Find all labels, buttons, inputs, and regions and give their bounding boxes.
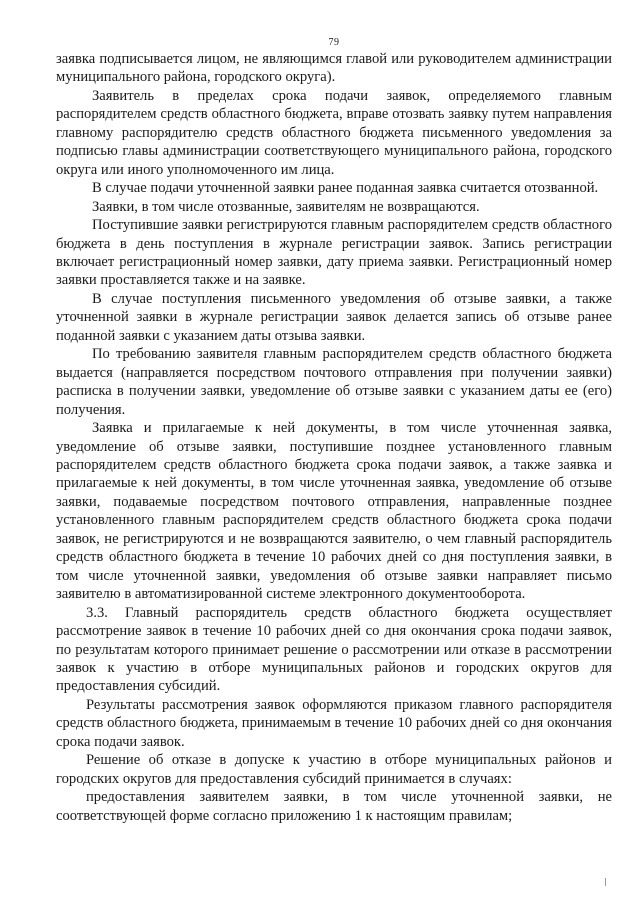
paragraph-updated-application: В случае подачи уточненной заявки ранее поданная заявка считается отозванной. [92,180,599,197]
paragraph-not-returned: Заявки, в том числе отозванные, заявителям не возвращаются. [92,198,480,215]
paragraph-withdrawal-notice: В случае поступления письменного уведомления об отзыве заявки, а также уточненной заявки в журнале регистрации заявок делается запись об отзыве ранее поданной заявки с указанием даты отзыва заявки. [56,290,612,344]
paragraph-refusal-decision: Решение об отказе в допуске к участию в отборе муниципальных районов и городских округов для предоставления субсидий принимается в случаях: [56,752,612,787]
paragraph-registration: Поступившие заявки регистрируются главным распорядителем средств областного бюджета в день поступления в журнале регистрации заявок. Запись регистрации включает регистрационный номер заявки, дату приема заявки. Регистрационный номер заявки проставляется также и на заявке. [56,217,612,289]
margin-mark [605,878,606,886]
page-number: 79 [328,37,340,48]
paragraph-late-applications: Заявка и прилагаемые к ней документы, в том числе уточненная заявка, уведомление об отзыве заявки, поступившие позднее установленного главным распорядителем средств областного бюджета срока подачи заявок, а также заявка и прилагаемые к ней документы, в том числе уточненная заявка, уведомление об отзыве заявки, подаваемые посредством почтового отправления, направленные позднее установленного главным распорядителем средств областного бюджета срока подачи заявок, не регистрируются и не возвращаются заявителю, о чем главный распорядитель средств областного бюджета в течение 10 рабочих дней со дня поступления заявки, в том числе уточненной заявки, уведомления об отзыве заявки направляет письмо заявителю в автоматизированной системе электронного документооборота. [56,420,612,603]
paragraph-receipt: По требованию заявителя главным распорядителем средств областного бюджета выдается (направляется посредством почтового отправления при получении заявки) расписка в получении заявки, уведомление об отзыве заявки с указанием даты ее (его) получения. [56,346,612,418]
paragraph-section-3-3: 3.3. Главный распорядитель средств областного бюджета осуществляет рассмотрение заявок в течение 10 рабочих дней со дня окончания срока подачи заявок, по результатам которого принимает решение о рассмотрении или отказе в рассмотрении заявок к участию в отборе муниципальных районов и городских округов для предоставления субсидий. [56,604,612,695]
document-body [56,50,612,825]
paragraph-continuation: заявка подписывается лицом, не являющимся главой или руководителем администрации муниципального района, городского округа). [56,51,612,86]
paragraph-review-results: Результаты рассмотрения заявок оформляются приказом главного распорядителя средств областного бюджета, принимаемым в течение 10 рабочих дней со дня окончания срока подачи заявок. [56,696,612,750]
paragraph-withdrawal-right: Заявитель в пределах срока подачи заявок, определяемого главным распорядителем средств областного бюджета, вправе отозвать заявку путем направления главному распорядителю средств областного бюджета письменного уведомления за подписью главы администрации соответствующего муниципального района, городского округа или иного уполномоченного им лица. [56,87,612,178]
paragraph-refusal-case-form: предоставления заявителем заявки, в том числе уточненной заявки, не соответствующей форме согласно приложению 1 к настоящим правилам; [56,789,612,824]
